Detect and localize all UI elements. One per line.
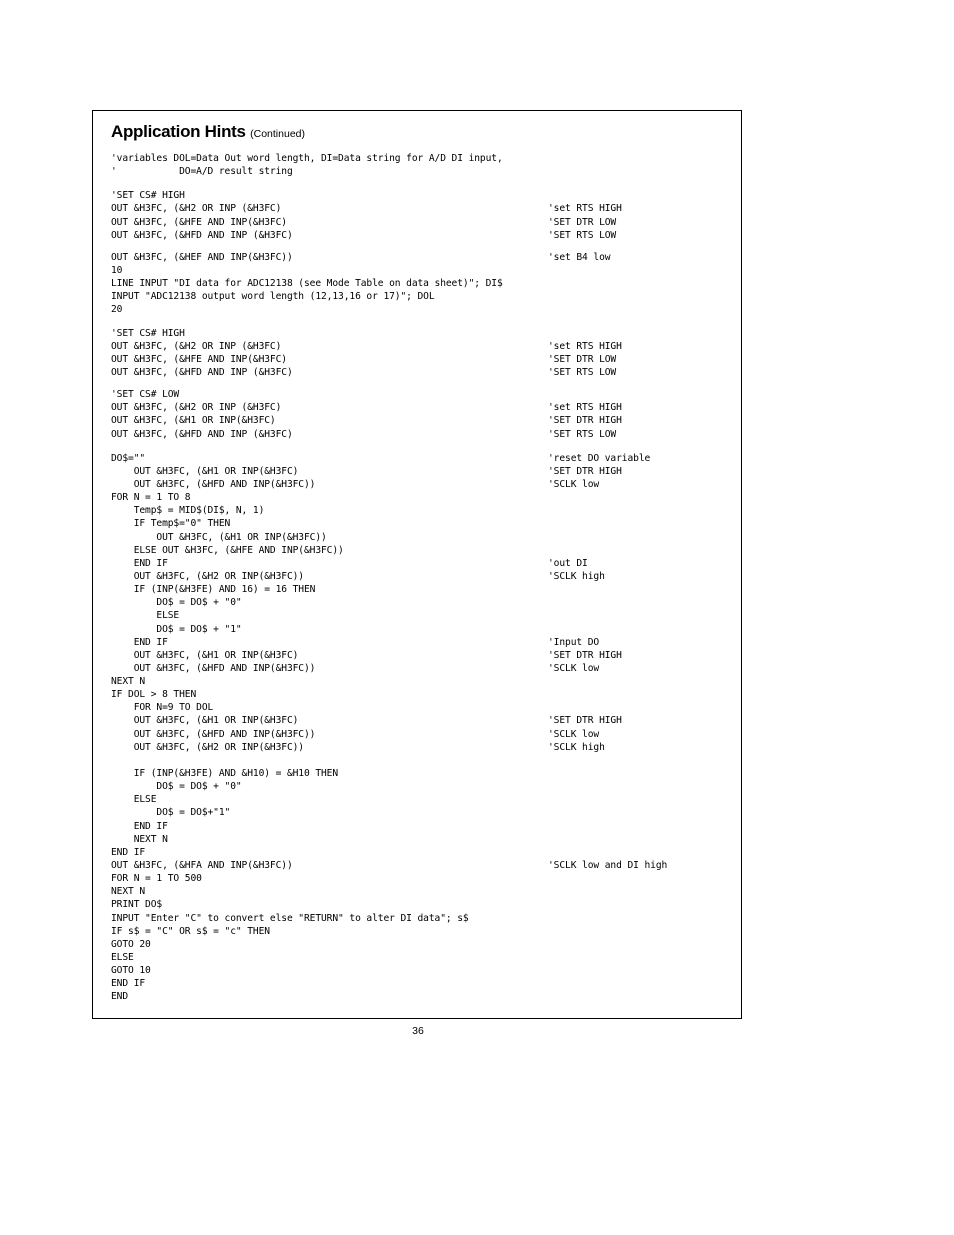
code-statement: 20: [111, 304, 123, 316]
code-line: [111, 898, 726, 911]
code-statement: LINE INPUT "DI data for ADC12138 (see Mode Table on data sheet)"; DI$: [111, 278, 503, 290]
code-comment: 'SET RTS LOW: [548, 428, 617, 440]
code-comment: 'SET DTR LOW: [548, 353, 617, 365]
code-statement: END: [111, 991, 129, 1003]
code-statement: ELSE OUT &H3FC, (&HFE AND INP(&H3FC)): [111, 544, 344, 556]
code-line: [111, 623, 726, 636]
code-statement: OUT &H3FC, (&H2 OR INP (&H3FC): [111, 402, 282, 414]
code-comment: 'SET RTS LOW: [548, 229, 617, 241]
code-line: [111, 754, 726, 767]
code-line: [111, 806, 726, 819]
code-line: [111, 780, 726, 793]
code-line: [111, 662, 726, 675]
code-line: [111, 517, 726, 530]
code-statement: OUT &H3FC, (&HFD AND INP(&H3FC)): [111, 478, 316, 490]
code-statement: IF Temp$="0" THEN: [111, 518, 231, 530]
code-statement: END IF: [111, 978, 146, 990]
code-statement: OUT &H3FC, (&H2 OR INP (&H3FC): [111, 340, 282, 352]
code-line: [111, 531, 726, 544]
code-statement: OUT &H3FC, (&HFE AND INP(&H3FC): [111, 216, 287, 228]
code-statement: PRINT DO$: [111, 899, 163, 911]
code-comment: 'reset DO variable: [548, 452, 651, 464]
code-line: [111, 701, 726, 714]
code-comment: 'SCLK high: [548, 741, 605, 753]
code-line: [111, 714, 726, 727]
code-statement: OUT &H3FC, (&H1 OR INP(&H3FC): [111, 649, 299, 661]
code-statement: OUT &H3FC, (&HFD AND INP (&H3FC): [111, 366, 293, 378]
code-line: [111, 636, 726, 649]
code-statement: IF DOL > 8 THEN: [111, 689, 197, 701]
code-line: [111, 964, 726, 977]
code-line: [111, 327, 726, 340]
code-comment: 'SCLK low: [548, 728, 600, 740]
code-line: [111, 428, 726, 441]
code-line: [111, 977, 726, 990]
code-comment: 'SET DTR HIGH: [548, 715, 622, 727]
code-spacer: [111, 317, 726, 327]
code-comment: 'SCLK high: [548, 570, 605, 582]
code-line: [111, 544, 726, 557]
code-line: [111, 401, 726, 414]
code-comment: 'out DI: [548, 557, 588, 569]
code-spacer: [111, 379, 726, 388]
code-statement: NEXT N: [111, 833, 168, 845]
code-statement: Temp$ = MID$(DI$, N, 1): [111, 505, 265, 517]
code-statement: OUT &H3FC, (&H1 OR INP(&H3FC): [111, 715, 299, 727]
code-line: [111, 388, 726, 401]
code-statement: IF (INP(&H3FE) AND 16) = 16 THEN: [111, 584, 316, 596]
code-line: [111, 340, 726, 353]
code-line: [111, 202, 726, 215]
code-statement: DO$ = DO$+"1": [111, 807, 231, 819]
code-line: [111, 728, 726, 741]
code-statement: END IF: [111, 820, 168, 832]
code-spacer: [111, 441, 726, 452]
code-comment: 'SCLK low and DI high: [548, 860, 668, 872]
code-line: [111, 465, 726, 478]
code-comment: 'set B4 low: [548, 251, 611, 263]
code-line: [111, 596, 726, 609]
heading-continued: (Continued): [250, 128, 305, 140]
code-line: [111, 609, 726, 622]
code-statement: DO$="": [111, 452, 146, 464]
code-statement: OUT &H3FC, (&HFD AND INP (&H3FC): [111, 428, 293, 440]
code-statement: 'SET CS# HIGH: [111, 327, 185, 339]
code-line: [111, 277, 726, 290]
code-statement: OUT &H3FC, (&H2 OR INP(&H3FC)): [111, 741, 304, 753]
code-statement: OUT &H3FC, (&HFD AND INP(&H3FC)): [111, 728, 316, 740]
code-statement: NEXT N: [111, 676, 146, 688]
code-line: [111, 290, 726, 303]
code-line: [111, 938, 726, 951]
code-statement: ELSE: [111, 952, 134, 964]
code-statement: ELSE: [111, 794, 157, 806]
code-statement: ' DO=A/D result string: [111, 166, 293, 178]
code-comment: 'set RTS HIGH: [548, 203, 622, 215]
code-line: [111, 264, 726, 277]
code-line: [111, 353, 726, 366]
code-line: [111, 504, 726, 517]
code-line: [111, 583, 726, 596]
code-comment: 'SET DTR HIGH: [548, 465, 622, 477]
application-hints-frame: [92, 110, 742, 1019]
code-line: [111, 912, 726, 925]
code-line: [111, 570, 726, 583]
code-statement: 'variables DOL=Data Out word length, DI=Data string for A/D DI input,: [111, 153, 503, 164]
code-line: [111, 491, 726, 504]
code-statement: DO$ = DO$ + "0": [111, 597, 242, 609]
code-line: [111, 990, 726, 1003]
code-statement: DO$ = DO$ + "1": [111, 623, 242, 635]
code-line: [111, 478, 726, 491]
code-comment: 'set RTS HIGH: [548, 402, 622, 414]
code-line: [111, 846, 726, 859]
code-spacer: [111, 178, 726, 189]
code-comment: 'SET DTR LOW: [548, 216, 617, 228]
code-line: [111, 767, 726, 780]
code-line: [111, 820, 726, 833]
code-line: [111, 452, 726, 465]
code-spacer: [111, 242, 726, 251]
code-line: [111, 414, 726, 427]
code-statement: FOR N=9 TO DOL: [111, 702, 214, 714]
page-number: 36: [412, 1025, 424, 1037]
code-statement: OUT &H3FC, (&HEF AND INP(&H3FC)): [111, 251, 293, 263]
code-comment: 'SET DTR HIGH: [548, 415, 622, 427]
code-line: [111, 688, 726, 701]
code-line: [111, 152, 726, 165]
code-statement: IF (INP(&H3FE) AND &H10) = &H10 THEN: [111, 768, 339, 780]
code-comment: 'SCLK low: [548, 662, 600, 674]
heading-title: Application Hints: [111, 122, 246, 141]
code-line: [111, 557, 726, 570]
code-statement: ELSE: [111, 610, 180, 622]
code-listing: [111, 152, 726, 1004]
code-statement: OUT &H3FC, (&H1 OR INP(&H3FC): [111, 415, 276, 427]
code-comment: 'SET DTR HIGH: [548, 649, 622, 661]
code-statement: 'SET CS# HIGH: [111, 190, 185, 202]
code-statement: GOTO 10: [111, 965, 151, 977]
code-statement: NEXT N: [111, 886, 146, 898]
code-statement: FOR N = 1 TO 8: [111, 492, 191, 504]
code-statement: OUT &H3FC, (&HFD AND INP (&H3FC): [111, 229, 293, 241]
code-statement: OUT &H3FC, (&HFD AND INP(&H3FC)): [111, 662, 316, 674]
code-line: [111, 885, 726, 898]
code-statement: END IF: [111, 846, 146, 858]
section-heading: [111, 122, 305, 144]
code-statement: INPUT "Enter "C" to convert else "RETURN" to alter DI data"; s$: [111, 912, 469, 924]
code-line: [111, 165, 726, 178]
code-line: [111, 251, 726, 264]
code-line: [111, 303, 726, 316]
code-line: [111, 951, 726, 964]
code-line: [111, 925, 726, 938]
code-line: [111, 793, 726, 806]
code-statement: 'SET CS# LOW: [111, 389, 180, 401]
code-line: [111, 229, 726, 242]
code-line: [111, 833, 726, 846]
code-statement: END IF: [111, 557, 168, 569]
code-line: [111, 872, 726, 885]
code-statement: END IF: [111, 636, 168, 648]
code-line: [111, 741, 726, 754]
code-line: [111, 216, 726, 229]
code-line: [111, 189, 726, 202]
code-statement: OUT &H3FC, (&HFE AND INP(&H3FC): [111, 353, 287, 365]
code-comment: 'set RTS HIGH: [548, 340, 622, 352]
code-statement: IF s$ = "C" OR s$ = "c" THEN: [111, 925, 270, 937]
code-line: [111, 649, 726, 662]
code-comment: 'SCLK low: [548, 478, 600, 490]
code-line: [111, 859, 726, 872]
code-statement: DO$ = DO$ + "0": [111, 781, 242, 793]
code-statement: OUT &H3FC, (&H1 OR INP(&H3FC): [111, 465, 299, 477]
code-statement: INPUT "ADC12138 output word length (12,13,16 or 17)"; DOL: [111, 291, 435, 303]
code-statement: OUT &H3FC, (&H2 OR INP (&H3FC): [111, 203, 282, 215]
code-statement: OUT &H3FC, (&H2 OR INP(&H3FC)): [111, 570, 304, 582]
code-comment: 'SET RTS LOW: [548, 366, 617, 378]
code-line: [111, 366, 726, 379]
code-statement: GOTO 20: [111, 938, 151, 950]
code-statement: OUT &H3FC, (&H1 OR INP(&H3FC)): [111, 531, 327, 543]
code-comment: 'Input DO: [548, 636, 600, 648]
code-statement: FOR N = 1 TO 500: [111, 873, 202, 885]
code-statement: 10: [111, 264, 123, 276]
code-statement: OUT &H3FC, (&HFA AND INP(&H3FC)): [111, 860, 293, 872]
code-line: [111, 675, 726, 688]
